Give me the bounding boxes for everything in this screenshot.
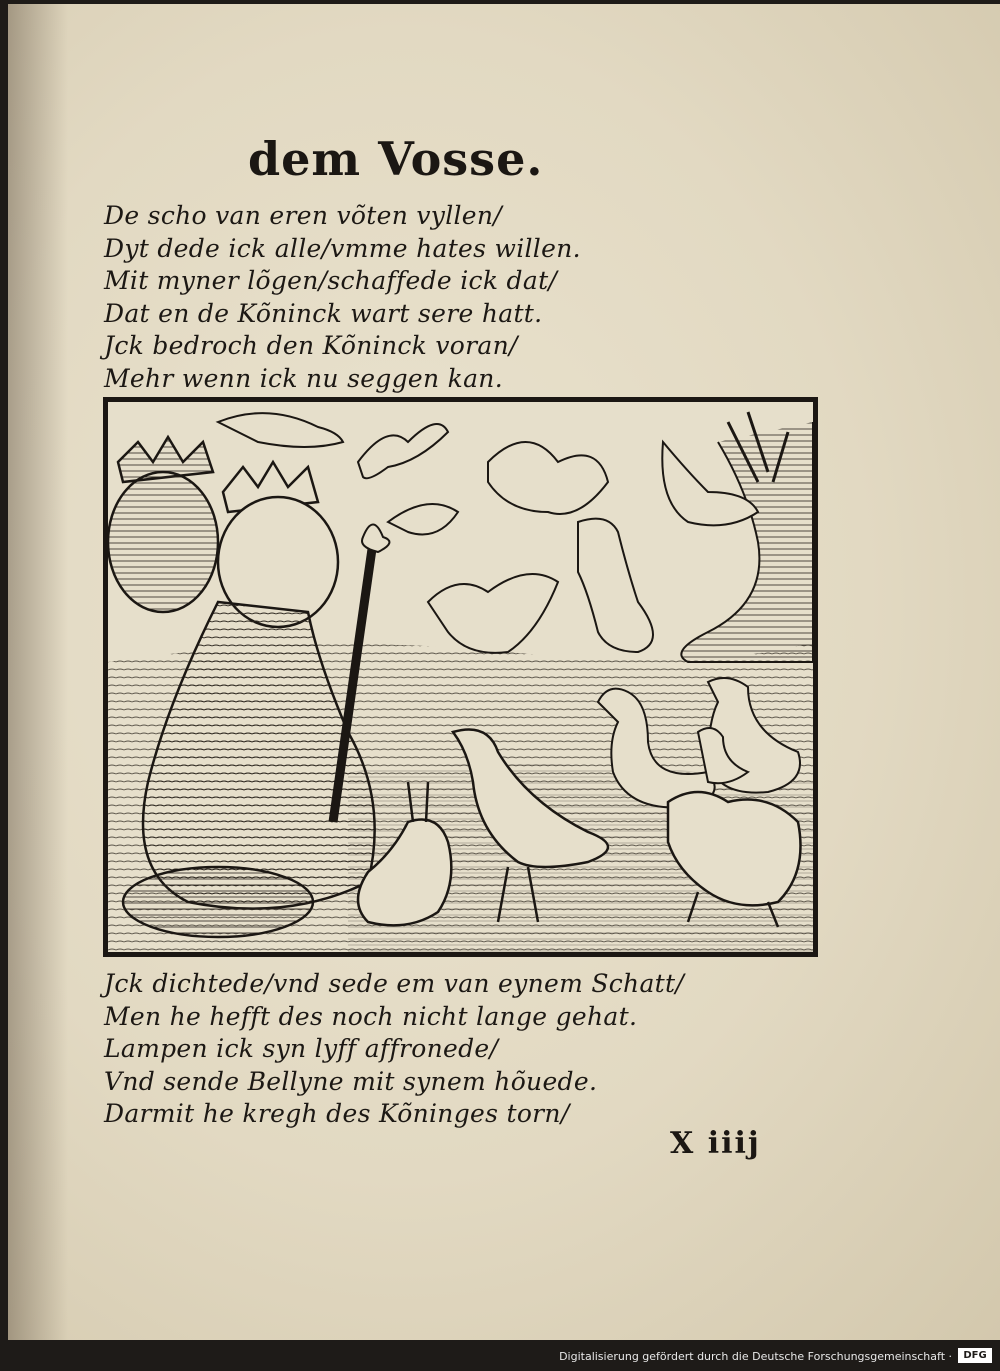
verse-line: Men he hefft des noch nicht lange gehat. [104, 1001, 638, 1031]
verse-line: Mit myner lõgen/schaffede ick dat/ [104, 266, 558, 295]
book-page [8, 4, 1000, 1340]
dfg-logo-icon[interactable]: DFG [958, 1348, 992, 1363]
verse-line: Jck dichtede/vnd sede em van eynem Schatt/ [104, 969, 685, 998]
verse-block-bottom [104, 968, 684, 1131]
verse-line: Darmit he kregh des Kõninges torn/ [104, 1099, 570, 1128]
signature-mark: X iiij [670, 1126, 761, 1161]
verse-line: De scho van eren võten vyllen/ [104, 201, 503, 230]
verse-line: Lampen ick syn lyff affronede/ [104, 1034, 499, 1063]
woodcut-illustration [103, 397, 818, 957]
verse-line: Dat en de Kõninck wart sere hatt. [104, 298, 543, 328]
funding-credit: Digitalisierung gefördert durch die Deutsche Forschungsgemeinschaft · [559, 1350, 952, 1363]
page-gutter-shadow [8, 4, 68, 1340]
verse-line: Vnd sende Bellyne mit synem hõuede. [104, 1066, 598, 1096]
footer-bar [0, 1340, 1000, 1371]
verse-block-top [104, 200, 581, 395]
woodcut-image [108, 402, 813, 952]
verse-line: Jck bedroch den Kõninck voran/ [104, 331, 518, 360]
running-head: dem Vosse. [248, 132, 544, 186]
verse-line: Dyt dede ick alle/vmme hates willen. [104, 233, 581, 263]
verse-line: Mehr wenn ick nu seggen kan. [104, 363, 503, 393]
